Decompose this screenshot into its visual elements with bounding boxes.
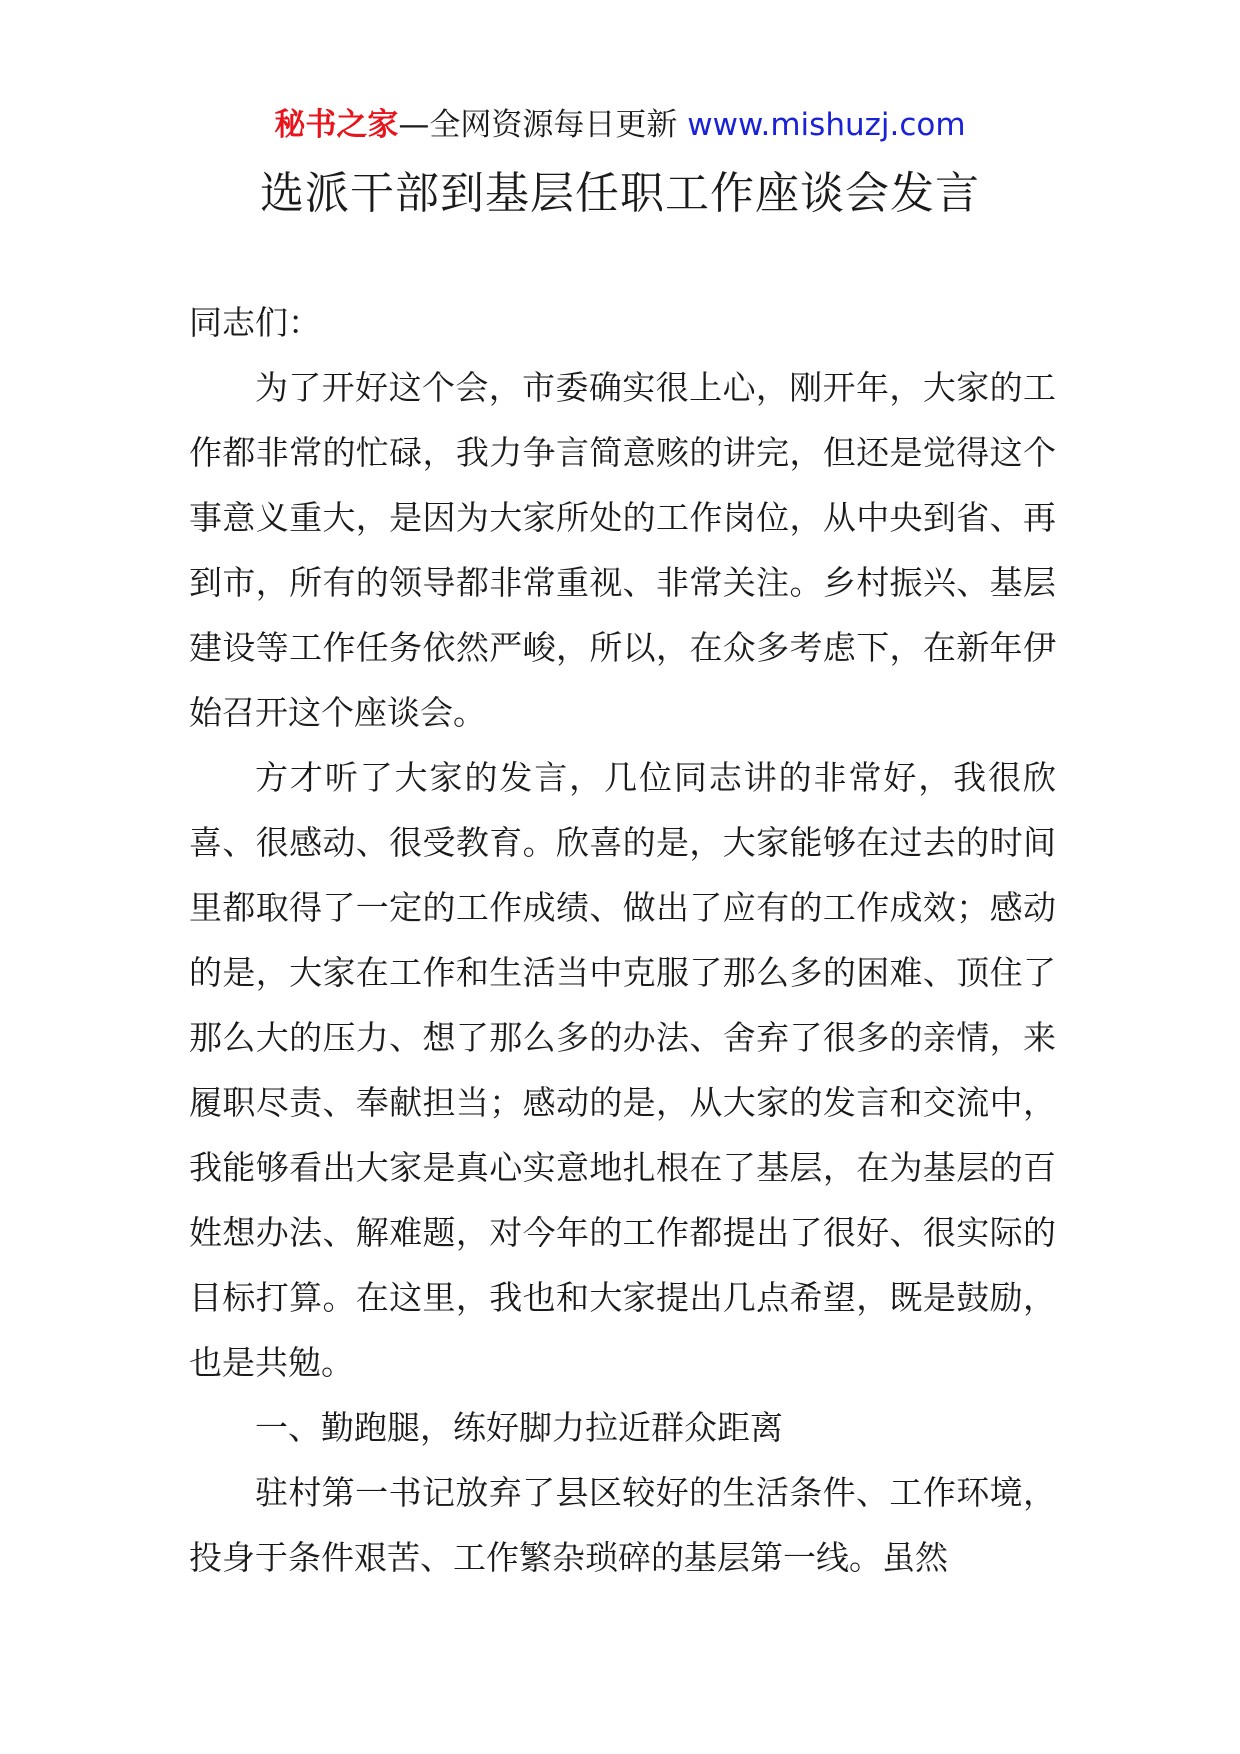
paragraph: 驻村第一书记放弃了县区较好的生活条件、工作环境，投身于条件艰苦、工作繁杂琐碎的基层第一线。虽然 — [189, 1473, 1056, 1577]
section-heading: 一、勤跑腿，练好脚力拉近群众距离 — [255, 1408, 783, 1447]
site-brand: 秘书之家 — [274, 107, 399, 143]
site-url[interactable]: www.mishuzj.com — [687, 107, 966, 143]
salutation: 同志们： — [189, 303, 321, 342]
paragraph: 为了开好这个会，市委确实很上心，刚开年，大家的工作都非常的忙碌，我力争言简意赅的讲完，但还是觉得这个事意义重大，是因为大家所处的工作岗位，从中央到省、再到市，所有的领导都非常重视、非常关注。乡村振兴、基层建设等工作任务依然严峻，所以，在众多考虑下，在新年伊始召开这个座谈会。 — [189, 368, 1056, 732]
document-title: 选派干部到基层任职工作座谈会发言 — [260, 168, 980, 219]
site-tagline: —全网资源每日更新 — [398, 107, 688, 143]
document-body — [189, 290, 1056, 1590]
paragraph: 方才听了大家的发言，几位同志讲的非常好，我很欣喜、很感动、很受教育。欣喜的是，大家能够在过去的时间里都取得了一定的工作成绩、做出了应有的工作成效；感动的是，大家在工作和生活当中克服了那么多的困难、顶住了那么大的压力、想了那么多的办法、舍弃了很多的亲情，来履职尽责、奉献担当；感动的是，从大家的发言和交流中，我能够看出大家是真心实意地扎根在了基层，在为基层的百姓想办法、解难题，对今年的工作都提出了很好、很实际的目标打算。在这里，我也和大家提出几点希望，既是鼓励，也是共勉。 — [189, 758, 1056, 1382]
site-header — [0, 100, 1240, 150]
